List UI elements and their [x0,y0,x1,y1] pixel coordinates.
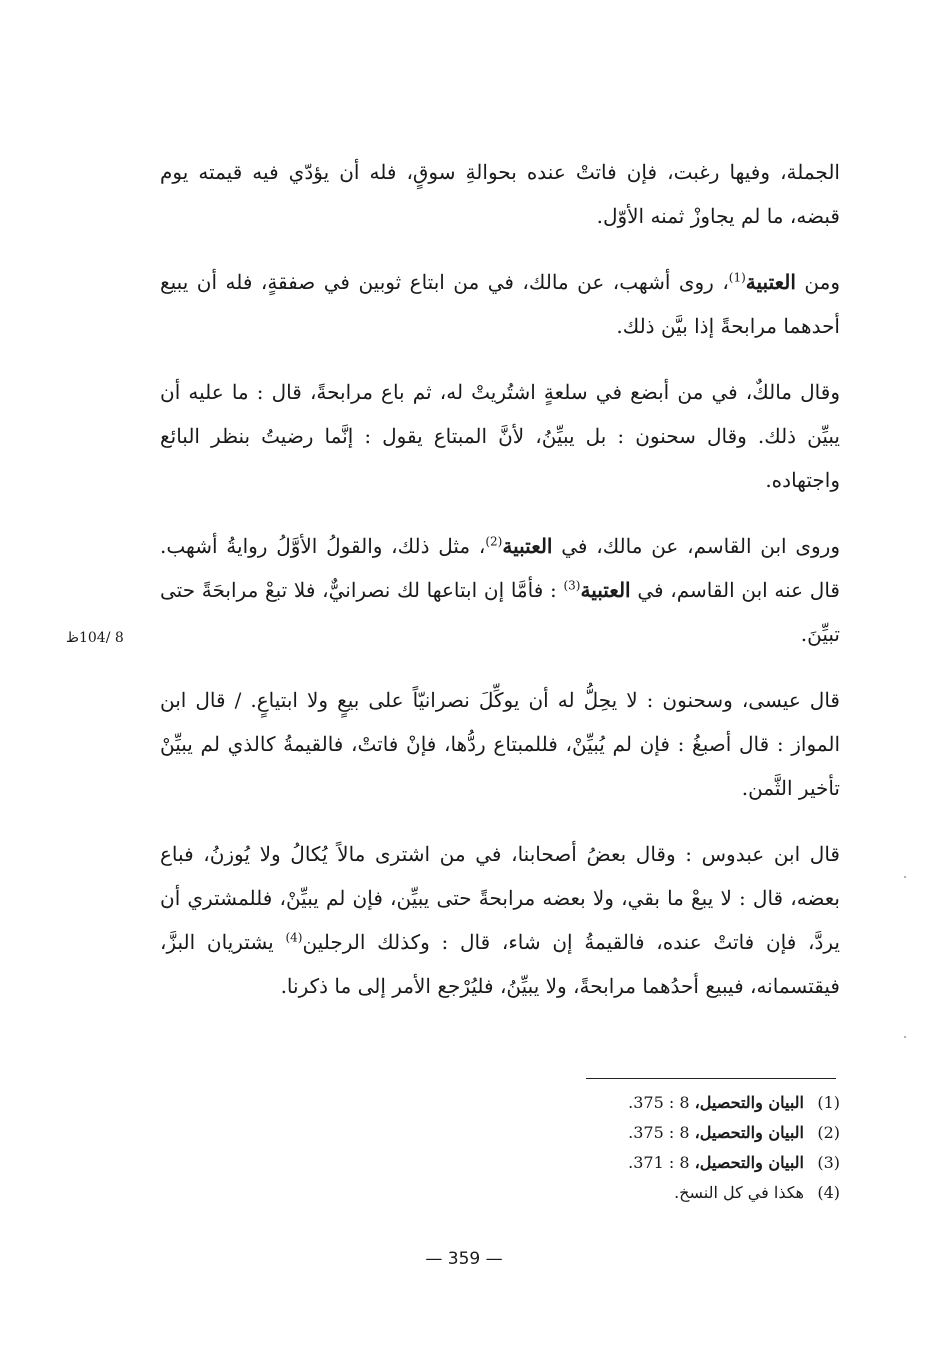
paragraph: وقال مالكٌ، في من أبضع في سلعةٍ اشتُريتْ له، ثم باع مرابحةً، قال : ما عليه أن يبيِّن ذلك. وقال سحنون : بل يبيِّنُ، لأنَّ المبتاع يقول : إنَّما رضيتُ بنظر البائع واجتهاده. [160,380,840,492]
footnote-number: (4) [817,1183,840,1202]
footnotes [520,1088,840,1208]
footnote-text [674,1178,804,1208]
paragraph: وروى ابن القاسم، عن مالك، في العتبية$^{(2)}$، مثل ذلك، والقولُ الأوَّلُ روايةُ أشهب. قال عنه ابن القاسم، في العتبية$^{(3)}$ : فأمَّا إن ابتاعها لك نصرانيٌّ، فلا تبعْ مرابحَةً حتى تبيِّنَ. [160,534,841,646]
footnote-number: (1) [817,1093,840,1112]
scan-speck [904,876,906,878]
footnote-number: (2) [817,1123,840,1142]
footnote-ref: 8 : 375. [628,1093,690,1112]
paragraph: ومن العتبية$^{(1)}$، روى أشهب، عن مالك، في من ابتاع ثوبين في صفقةٍ، فله أن يبيع أحدهما مرابحةً إذا بيَّن ذلك. [160,270,841,338]
paragraph: الجملة، وفيها رغبت، فإن فاتتْ عنده بحوالةِ سوقٍ، فله أن يؤدّي فيه قيمته يوم قبضه، ما لم يجاوزْ ثمنه الأوّل. [160,160,840,228]
footnote-item [520,1148,840,1178]
footnote-text [628,1118,804,1148]
footnote-number: (3) [817,1153,840,1172]
paragraph: قال عيسى، وسحنون : لا يحِلُّ له أن يوكِّلَ نصرانيّاً على بيعٍ ولا ابتياعٍ. / قال ابن المواز : قال أصبغُ : فإن لم يُبيِّنْ، فللمبتاع ردُّها، فإنْ فاتتْ، فالقيمةُ كالذي لم يبيِّنْ تأخير الثَّمن. [160,688,840,800]
footnote-source: البيان والتحصيل، [694,1093,804,1112]
body-text [160,150,840,1030]
footnote-ref: 8 : 371. [628,1153,690,1172]
scan-speck [904,1036,906,1038]
footnote-text [628,1088,804,1118]
footnote-source: البيان والتحصيل، [694,1153,804,1172]
folio-margin-note: 8 /104ظ [66,630,124,646]
page-number: — 359 — [425,1249,503,1269]
footnote-ref: 8 : 375. [628,1123,690,1142]
footnote-item [520,1178,840,1208]
footnote-divider [586,1078,836,1079]
footnote-source: البيان والتحصيل، [694,1123,804,1142]
paragraph: قال ابن عبدوس : وقال بعضُ أصحابنا، في من اشترى مالاً يُكالُ ولا يُوزنُ، فباع بعضه، قال : لا يبعْ ما بقي، ولا بعضه مرابحةً حتى يبيِّن، فإن لم يبيِّنْ، فللمشتري أن يردَّ، فإن فاتتْ عنده، فالقيمةُ إن شاء، قال : وكذلك الرجلين$^{(4)}$ يشتريان البزَّ، فيقتسمانه، فيبيع أحدُهما مرابحةً، ولا يبيِّنُ، فليُرْجع الأمر إلى ما ذكرنا. [160,842,840,998]
footnote-item [520,1088,840,1118]
footnote-text [628,1148,804,1178]
footnote-ref: هكذا في كل النسخ. [674,1183,804,1202]
footnote-item [520,1118,840,1148]
